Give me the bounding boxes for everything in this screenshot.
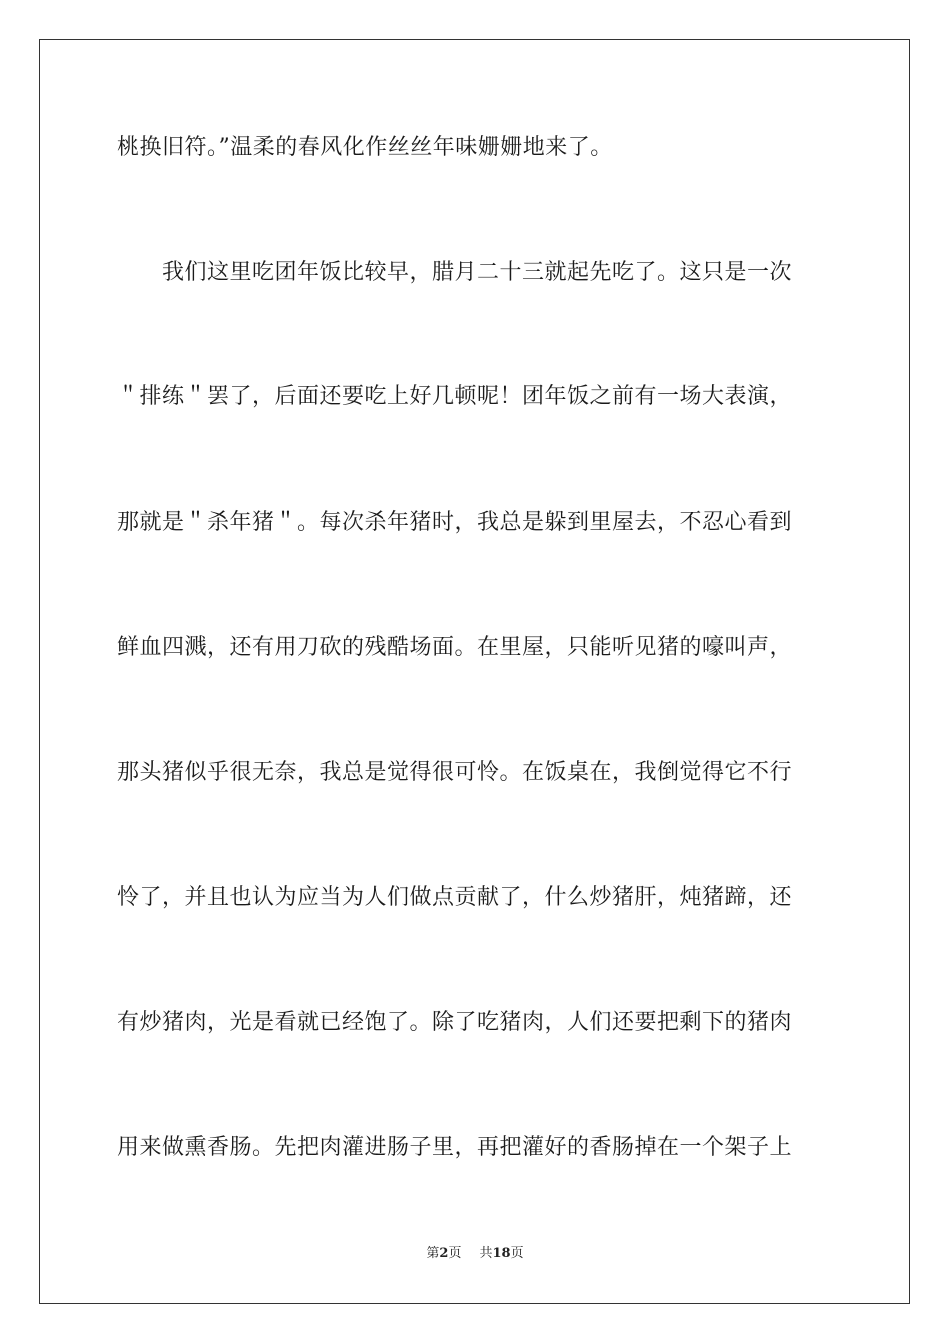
text-line: 鲜血四溅，还有用刀砍的残酷场面。在里屋，只能听见猪的嚎叫声，	[117, 635, 793, 660]
page-border	[39, 39, 910, 1304]
paragraph-first-line: 我们这里吃团年饭比较早，腊月二十三就起先吃了。这只是一次	[162, 260, 793, 285]
text-line: 用来做熏香肠。先把肉灌进肠子里，再把灌好的香肠掉在一个架子上	[117, 1135, 793, 1160]
total-suffix: 页	[510, 1246, 524, 1261]
text-line: 有炒猪肉，光是看就已经饱了。除了吃猪肉，人们还要把剩下的猪肉	[117, 1010, 793, 1035]
page-prefix: 第	[426, 1246, 440, 1261]
text-line: 那头猪似乎很无奈，我总是觉得很可怜。在饭桌在，我倒觉得它不行	[117, 760, 793, 785]
total-prefix: 共	[479, 1246, 493, 1261]
page-number: 2	[439, 1246, 449, 1261]
text-line: 怜了，并且也认为应当为人们做点贡献了，什么炒猪肝，炖猪蹄，还	[117, 885, 793, 910]
total-pages: 18	[492, 1246, 511, 1261]
text-line: 桃换旧符。”温柔的春风化作丝丝年味姗姗地来了。	[117, 135, 613, 160]
text-line: 那就是＂杀年猪＂。每次杀年猪时，我总是躲到里屋去，不忍心看到	[117, 510, 793, 535]
page-suffix: 页	[448, 1246, 462, 1261]
text-line: ＂排练＂罢了，后面还要吃上好几顿呢！团年饭之前有一场大表演，	[117, 384, 793, 409]
page-footer	[0, 1245, 950, 1263]
